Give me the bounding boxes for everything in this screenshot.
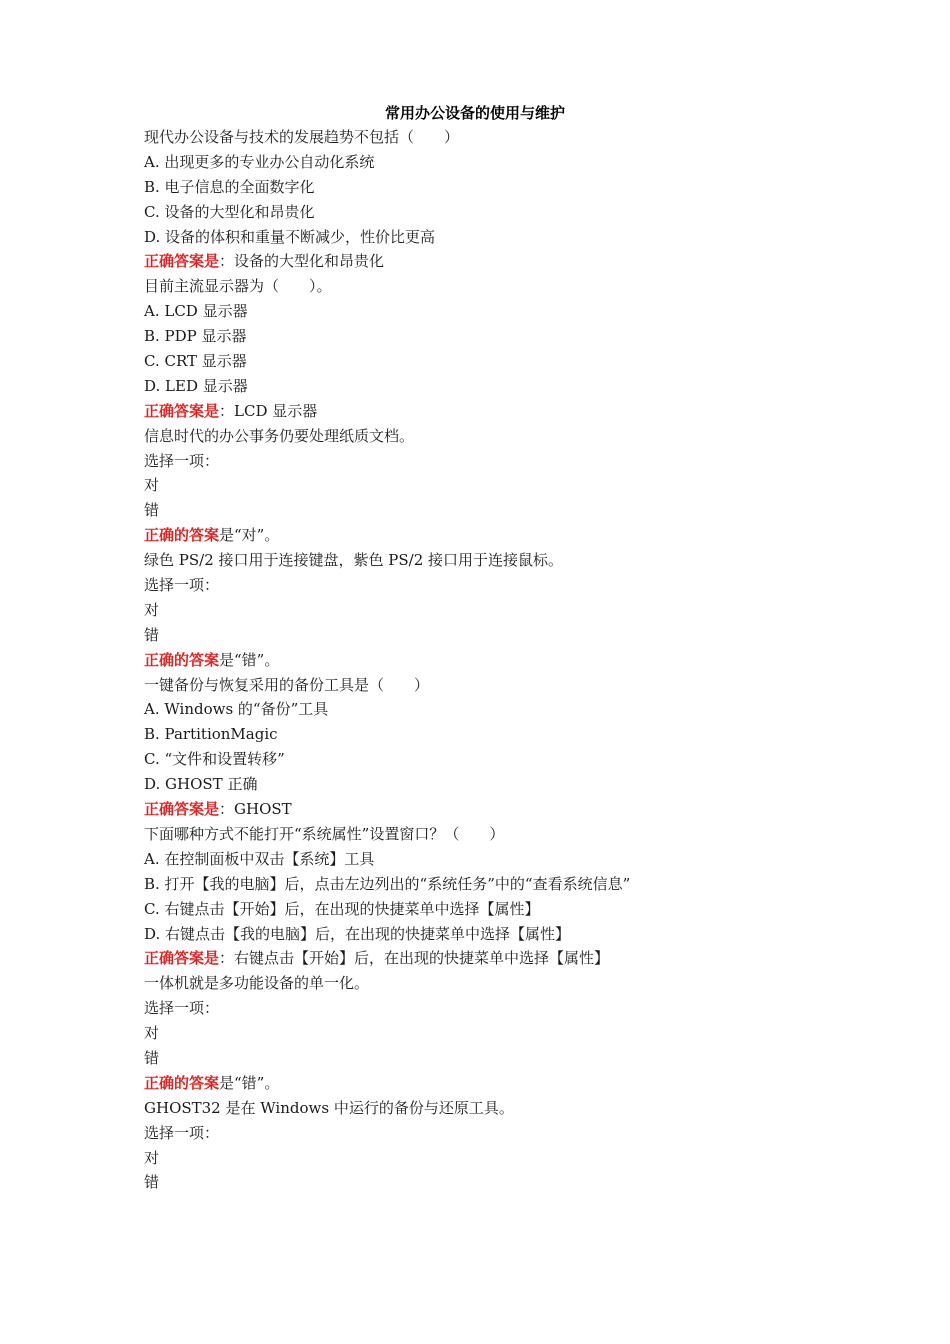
line-text: D. GHOST 正确 [144, 775, 258, 794]
text-line [144, 1021, 864, 1046]
line-text: D. 设备的体积和重量不断减少，性价比更高 [144, 227, 436, 246]
answer-label: 正确的答案 [144, 526, 220, 545]
line-text: D. 右键点击【我的电脑】后，在出现的快捷菜单中选择【属性】 [144, 924, 571, 943]
text-line [144, 274, 864, 299]
line-text: 是“错”。 [219, 650, 280, 669]
line-text: ：LCD 显示器 [219, 401, 318, 420]
text-line [144, 822, 864, 847]
line-text: 一键备份与恢复采用的备份工具是（ ） [144, 675, 430, 694]
text-line [144, 772, 864, 797]
text-line [144, 374, 864, 399]
line-text: 对 [144, 1148, 160, 1167]
text-line [144, 922, 864, 947]
line-text: 选择一项： [144, 451, 220, 470]
text-line [144, 1146, 864, 1171]
text-line [144, 1170, 864, 1195]
text-line [144, 722, 864, 747]
line-text: ：GHOST [219, 800, 292, 819]
line-text: 下面哪种方式不能打开“系统属性”设置窗口？（ ） [144, 824, 505, 843]
line-text: 错 [144, 1048, 160, 1067]
text-line [144, 623, 864, 648]
line-text: ：设备的大型化和昂贵化 [219, 252, 385, 271]
answer-label: 正确的答案 [144, 1073, 220, 1092]
answer-label: 正确答案是 [144, 401, 220, 420]
line-text: C. 设备的大型化和昂贵化 [144, 202, 315, 221]
text-line [144, 324, 864, 349]
answer-line [144, 1071, 864, 1096]
line-text: 错 [144, 625, 160, 644]
line-text: B. PartitionMagic [144, 725, 278, 744]
line-text: 绿色 PS/2 接口用于连接键盘，紫色 PS/2 接口用于连接鼠标。 [144, 551, 564, 570]
line-text: 是“错”。 [219, 1073, 280, 1092]
text-line [144, 299, 864, 324]
line-text: 现代办公设备与技术的发展趋势不包括（ ） [144, 128, 460, 146]
line-text: 目前主流显示器为（ ）。 [144, 277, 332, 296]
line-text: 对 [144, 600, 160, 619]
answer-label: 正确的答案 [144, 650, 220, 669]
answer-label: 正确答案是 [144, 800, 220, 819]
text-line [144, 1121, 864, 1146]
answer-line [144, 946, 864, 971]
text-line [144, 996, 864, 1021]
line-text: B. PDP 显示器 [144, 327, 247, 346]
answer-line [144, 648, 864, 673]
line-text: 错 [144, 501, 160, 520]
line-text: 对 [144, 476, 160, 495]
line-text: 是“对”。 [219, 526, 280, 545]
line-text: B. 电子信息的全面数字化 [144, 177, 315, 196]
text-line [144, 573, 864, 598]
line-text: GHOST32 是在 Windows 中运行的备份与还原工具。 [144, 1098, 514, 1117]
text-line [144, 548, 864, 573]
line-text: 选择一项： [144, 999, 220, 1018]
text-line [144, 349, 864, 374]
line-text: 错 [144, 1173, 160, 1192]
text-line [144, 897, 864, 922]
line-text: A. Windows 的“备份”工具 [144, 700, 329, 719]
text-line [144, 424, 864, 449]
line-text: 对 [144, 1024, 160, 1043]
line-text: 选择一项： [144, 576, 220, 595]
line-text: C. 右键点击【开始】后，在出现的快捷菜单中选择【属性】 [144, 899, 540, 918]
text-line [144, 971, 864, 996]
text-line [144, 175, 864, 200]
text-line [144, 473, 864, 498]
text-line [144, 449, 864, 474]
answer-line [144, 797, 864, 822]
text-line [144, 697, 864, 722]
line-text: A. 出现更多的专业办公自动化系统 [144, 152, 375, 171]
line-text: C. CRT 显示器 [144, 352, 247, 371]
text-line [144, 872, 864, 897]
text-line [144, 200, 864, 225]
text-line [144, 598, 864, 623]
line-text: B. 打开【我的电脑】后，点击左边列出的“系统任务”中的“查看系统信息” [144, 874, 631, 893]
line-text: 一体机就是多功能设备的单一化。 [144, 974, 370, 993]
answer-line [144, 523, 864, 548]
text-line [144, 1046, 864, 1071]
line-text: 选择一项： [144, 1123, 220, 1142]
line-text: A. LCD 显示器 [144, 302, 248, 321]
text-line [144, 847, 864, 872]
answer-line [144, 249, 864, 274]
line-text: 信息时代的办公事务仍要处理纸质文档。 [144, 426, 415, 445]
document-title: 常用办公设备的使用与维护 [384, 104, 565, 122]
text-line [144, 150, 864, 175]
text-line [144, 225, 864, 250]
answer-label: 正确答案是 [144, 949, 220, 968]
answer-line [144, 399, 864, 424]
document-body [144, 125, 864, 1195]
text-line [144, 125, 864, 150]
line-text: D. LED 显示器 [144, 376, 248, 395]
answer-label: 正确答案是 [144, 252, 220, 271]
line-text: A. 在控制面板中双击【系统】工具 [144, 849, 375, 868]
line-text: ：右键点击【开始】后，在出现的快捷菜单中选择【属性】 [219, 949, 610, 968]
text-line [144, 498, 864, 523]
line-text: C. “文件和设置转移” [144, 750, 285, 769]
text-line [144, 1096, 864, 1121]
text-line [144, 747, 864, 772]
text-line [144, 673, 864, 698]
